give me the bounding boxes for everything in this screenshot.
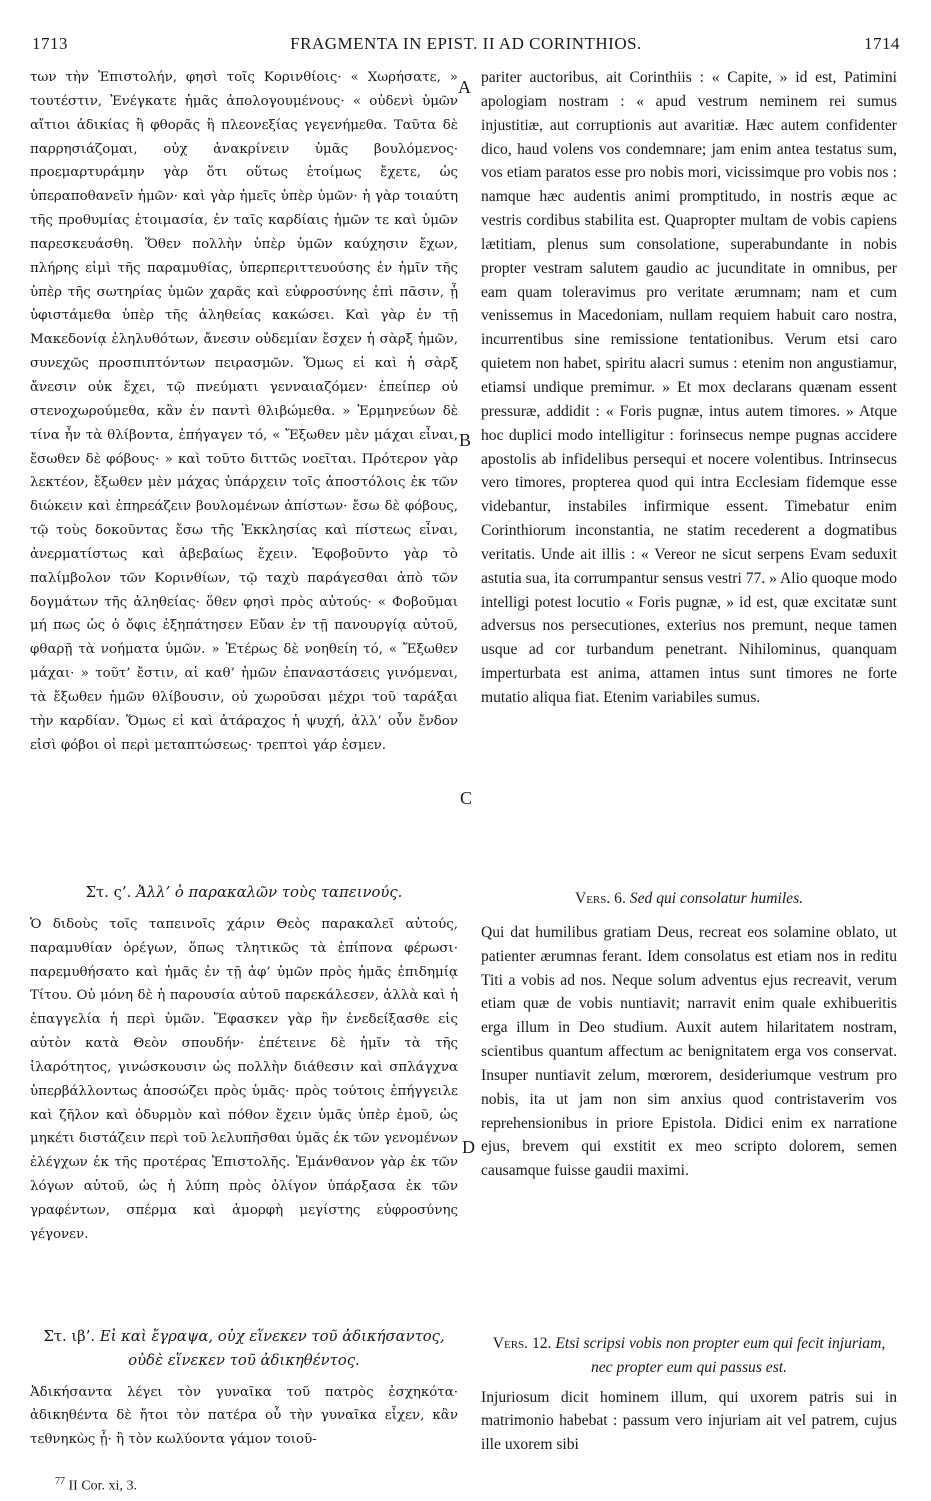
section-marker-d: D	[462, 1137, 475, 1157]
greek-paragraph-1: των τὴν Ἐπιστολήν, φησὶ τοῖς Κορινθίοις· « Χωρήσατε, » τουτέστιν, Ἐνέγκατε ἡμᾶς ἀπολογουμένους· « οὐδενὶ ὑμῶν αἴτιοι ἀδικίας ἢ φθορᾶς ἢ πλεονεξίας γεγενήμεθα. Ταῦτα δὲ παρρησιάζομαι, οὐχ ἀνακρίνειν ὑμᾶς βουλόμενος· προεμαρτυράμην γὰρ ὅτι οὕτως ἑτοίμως ἔχετε, ὡς ὑπεραποθανεῖν ἡμῶν· καὶ γὰρ ἡμεῖς ὑπὲρ ὑμῶν· ἡ γὰρ τοιαύτη τῆς προθυμίας ἑτοιμασία, ἐν ταῖς καρδίαις ἡμῶν τε καὶ ὑμῶν παρεσκευάσθη. Ὅθεν πολλὴν ὑπὲρ ὑμῶν καύχησιν ἔχων, πλήρης εἰμὶ τῆς παραμυθίας, ὑπερπεριττευούσης ἐν ἡμῖν τῆς ὑπὲρ τῆς σωτηρίας ὑμῶν χαρᾶς καὶ εὐφροσύνης ἐπὶ πᾶσιν, ᾗ ὑφιστάμεθα ὑπὲρ τῆς ἀληθείας κακώσει. Καὶ γὰρ ἐν τῇ Μακεδονίᾳ ἐληλυθότων, ἄνεσιν οὐδεμίαν ἔσχεν ἡ σὰρξ ἡμῶν, συνεχῶς προσπιπτόντων πειρασμῶν. Ὅμως εἰ καὶ ἡ σὰρξ ἄνεσιν οὐκ ἔχει, τῷ πνεύματι γενναιαζόμεν· ἐπείπερ οὐ στενοχωρούμεθα, κἂν ἐν παντὶ θλιβώμεθα. » Ἑρμηνεύων δὲ τίνα ἦν τὰ θλίβοντα, ἐπήγαγεν τό, « Ἔξωθεν μὲν μάχαι εἶναι, ἔσωθεν δὲ φόβους· » καὶ τοῦτο διττῶς νοεῖται. Πρότερον γὰρ λεκτέον, ἔξωθεν μὲν μάχας ὑπάρχειν τοῖς ἀποστόλοις ἐκ τῶν διώκειν καὶ ἐπηρεάζειν βουλομένων ἀπίστων· ἔσω δὲ φόβους, τῷ τοὺς δοκοῦντας ἔσω τῆς Ἐκκλησίας καὶ πίστεως εἶναι, ἀνερματίστως καὶ ἀβεβαίως ἔχειν. Ἐφοβοῦντο γὰρ τὸ παλίμβολον τῶν Κορινθίων, τῷ ταχὺ παράγεσθαι ἀπὸ τῶν δογμάτων τῆς ἀληθείας· ὅθεν φησὶ πρὸς αὐτούς· « Φοβοῦμαι μή πως ὡς ὁ ὄφις ἐξηπάτησεν Εὔαν ἐν τῇ πανουργίᾳ αὐτοῦ, φθαρῇ τὰ νοήματα ὑμῶν. » Ἑτέρως δὲ νοηθείη τό, « Ἔξωθεν μάχαι· » τοῦτ’ ἔστιν, αἱ καθ’ ἡμῶν ἐπαναστάσεις γινόμεναι, τὰ ἔξωθεν ἡμῶν θλίβουσιν, οὐ χωροῦσαι μέχρι τοῦ ταράξαι τὴν καρδίαν. Ὅμως εἰ καὶ ἀτάραχος ἡ ψυχή, ἀλλ’ οὖν ἔνδον εἰσὶ φόβοι οἱ περὶ μεταπτώσεως· τρεπτοὶ γάρ ἐσμεν.	[30, 70, 458, 753]
latin-paragraph-1: pariter auctoribus, ait Corinthiis : « Capite, » id est, Patimini apologiam nostram : « apud vestrum neminem rei sumus injustitiæ, aut corruptionis aut avaritiæ. Hæc autem confidenter dico, haud volens vos condemnare; jam enim antea testatus sum, vos etiam paratos esse pro nobis mori, vicissimque pro vobis nos : namque hæc audentis animi promptitudo, in nostris æque ac vestris cordibus stabilita est. Quapropter multam de vobis capiens lætitiam, plenus sum consolatione, superabundante in nobis propter vestram salutem gaudio ac jucunditate in omnibus, per eam quam toleravimus pro veritate ærumnam; nam et cum venissemus in Macedoniam, nullam requiem habuit caro nostra, incurrentibus sine remissione tentationibus. Verum etsi caro quietem non habet, spiritu alacri sumus : etenim non angustiamur, etiamsi undique premimur. » Et mox declarans quænam essent pressuræ, addidit : « Foris pugnæ, intus autem timores. » Atque hoc duplici modo intelligitur : forinsecus nempe pugnas accidere apostolis ab infidelibus persequi et nocere volentibus. Intrinsecus vero timores, propterea quod qui intra Ecclesiam fidemque esse videbantur, instabiles infirmique essent. Timebatur enim Corinthiorum inconstantia, ne statim recederent a dogmatibus veritatis. Unde ait illis : « Vereor ne sicut serpens Evam seduxit astutia sua, ita corrumpantur sensus vestri 77. » Alio quoque modo intelligi potest locutio « Foris pugnæ, » id est, quæ excitatæ sunt adversus nos persecutiones, exterius nos premunt, neque tamen usque ad cor turbandum penetrant. Nihilominus, quanquam imperturbata est anima, attamen intus sunt timores ne forte mutatio aliqua fiat. Etenim variabiles sumus.	[481, 69, 897, 706]
greek-heading-vers-12	[30, 1325, 458, 1373]
running-title: FRAGMENTA IN EPIST. II AD CORINTHIOS.	[290, 34, 642, 53]
latin-heading-label: Vers. 6.	[574, 890, 626, 907]
section-marker-c: C	[460, 788, 473, 808]
footnote-number: 77	[55, 1476, 65, 1487]
greek-heading-vers-6	[30, 881, 458, 905]
greek-heading-label: Στ. ιβ’.	[43, 1327, 96, 1345]
footnote	[55, 1476, 137, 1495]
page-number-left: 1713	[32, 34, 68, 53]
section-marker-b: B	[459, 430, 472, 450]
footnote-text: II Cor. xi, 3.	[68, 1478, 137, 1494]
latin-heading-text: Sed qui consolatur humiles.	[629, 890, 804, 907]
greek-paragraph-2: Ὁ διδοὺς τοῖς ταπεινοῖς χάριν Θεὸς παρακαλεῖ αὐτούς, παραμυθίαν ὀρέγων, ὅπως τλητικῶς τὰ ἐπίπονα φέρωσι· παρεμυθήσατο καὶ ἡμᾶς ἐν τῇ ἀφ’ ὑμῶν πρὸς ἡμᾶς ἐπιδημίᾳ Τίτου. Οὐ μόνη δὲ ἡ παρουσία αὐτοῦ παρεκάλεσεν, ἀλλὰ καὶ ἡ ἐπαγγελία ἡ περὶ ὑμῶν. Ἔφασκεν γὰρ ἣν ἐνεδείξασθε εἰς αὐτὸν κατὰ Θεὸν σπουδήν· ἐπέτεινε δὲ ἡμῖν τὰ τῆς ἱλαρότητος, γινώσκουσιν ὡς πολλὴν διάθεσιν καὶ σπλάγχνα ὑπερβάλλοντως ἀποσώζει πρὸς ὑμᾶς· πρὸς τούτοις ἐπήγγειλε καὶ ζῆλον καὶ ὀδυρμὸν καὶ πόθον ἔχειν ὑμᾶς ὑπὲρ ἐμοῦ, ὡς μηκέτι διστάζειν περὶ τοῦ λελυπῆσθαι ὑμᾶς ἐκ τῶν γενομένων ἐλέγχων ἐκ τῆς προτέρας Ἐπιστολῆς. Ἐμάνθανον γὰρ ἐκ τῶν λόγων αὐτοῦ, ὡς ἡ λύπη πρὸς ὀλίγον ὑπάρξασα ἐκ τῶν γραφέντων, σπέρμα καὶ ἀμορφὴ μεγίστης εὐφροσύνης γέγονεν.	[30, 916, 458, 1242]
greek-column	[30, 66, 458, 1452]
section-marker-a: A	[458, 77, 471, 97]
latin-paragraph-3: Injuriosum dicit hominem illum, qui uxorem patris sui in matrimonio habebat : passum vero injuriam ait vel patrem, cujus ille uxorem sibi	[481, 1388, 897, 1454]
latin-paragraph-2: Qui dat humilibus gratiam Deus, recreat eos solamine oblato, ut patienter ærumnas ferant. Idem consolatus est etiam nos in reditu Titi a vobis ad nos. Neque solum adventus ejus recreavit, verum etiam quæ de vobis nuntiavit; narravit enim quale exhibueritis erga illum in Deo studium. Auxit autem hilaritatem nostram, scientibus quantum affectum ac benignitatem erga vos conservat. Insuper nuntiavit zelum, mœrorem, desideriumque vestrum pro nobis, ita ut jam non sim anxius quod contristaverim vos reprehensionibus in priore Epistola. Didici enim ex narratione ejus, brevem qui exstitit ex meo scripto dolorem, semen causamque fuisse gaudii maximi.	[481, 923, 897, 1180]
page-number-right: 1714	[864, 34, 900, 53]
latin-heading-vers-6	[481, 887, 897, 911]
latin-heading-text: Etsi scripsi vobis non propter eum qui fecit injuriam, nec propter eum qui passus est.	[555, 1334, 886, 1376]
latin-heading-label: Vers. 12.	[492, 1334, 552, 1352]
page-header	[32, 34, 900, 56]
latin-column	[481, 66, 897, 1457]
greek-heading-text: Ἀλλ’ ὁ παρακαλῶν τοὺς ταπεινούς.	[136, 884, 403, 901]
greek-heading-label: Στ. ς’.	[85, 884, 132, 901]
greek-paragraph-3: Ἀδικήσαντα λέγει τὸν γυναῖκα τοῦ πατρὸς ἐσχηκότα· ἀδικηθέντα δὲ ἤτοι τὸν πατέρα οὗ τὴν γυναῖκα εἶχεν, κἂν τεθνηκὼς ᾖ· ἢ τὸν κωλύοντα γάμον τοιοῦ-	[30, 1384, 458, 1448]
latin-heading-vers-12	[481, 1332, 897, 1380]
greek-heading-text: Εἰ καὶ ἔγραψα, οὐχ εἵνεκεν τοῦ ἀδικήσαντος, οὐδὲ εἵνεκεν τοῦ ἀδικηθέντος.	[99, 1327, 445, 1369]
